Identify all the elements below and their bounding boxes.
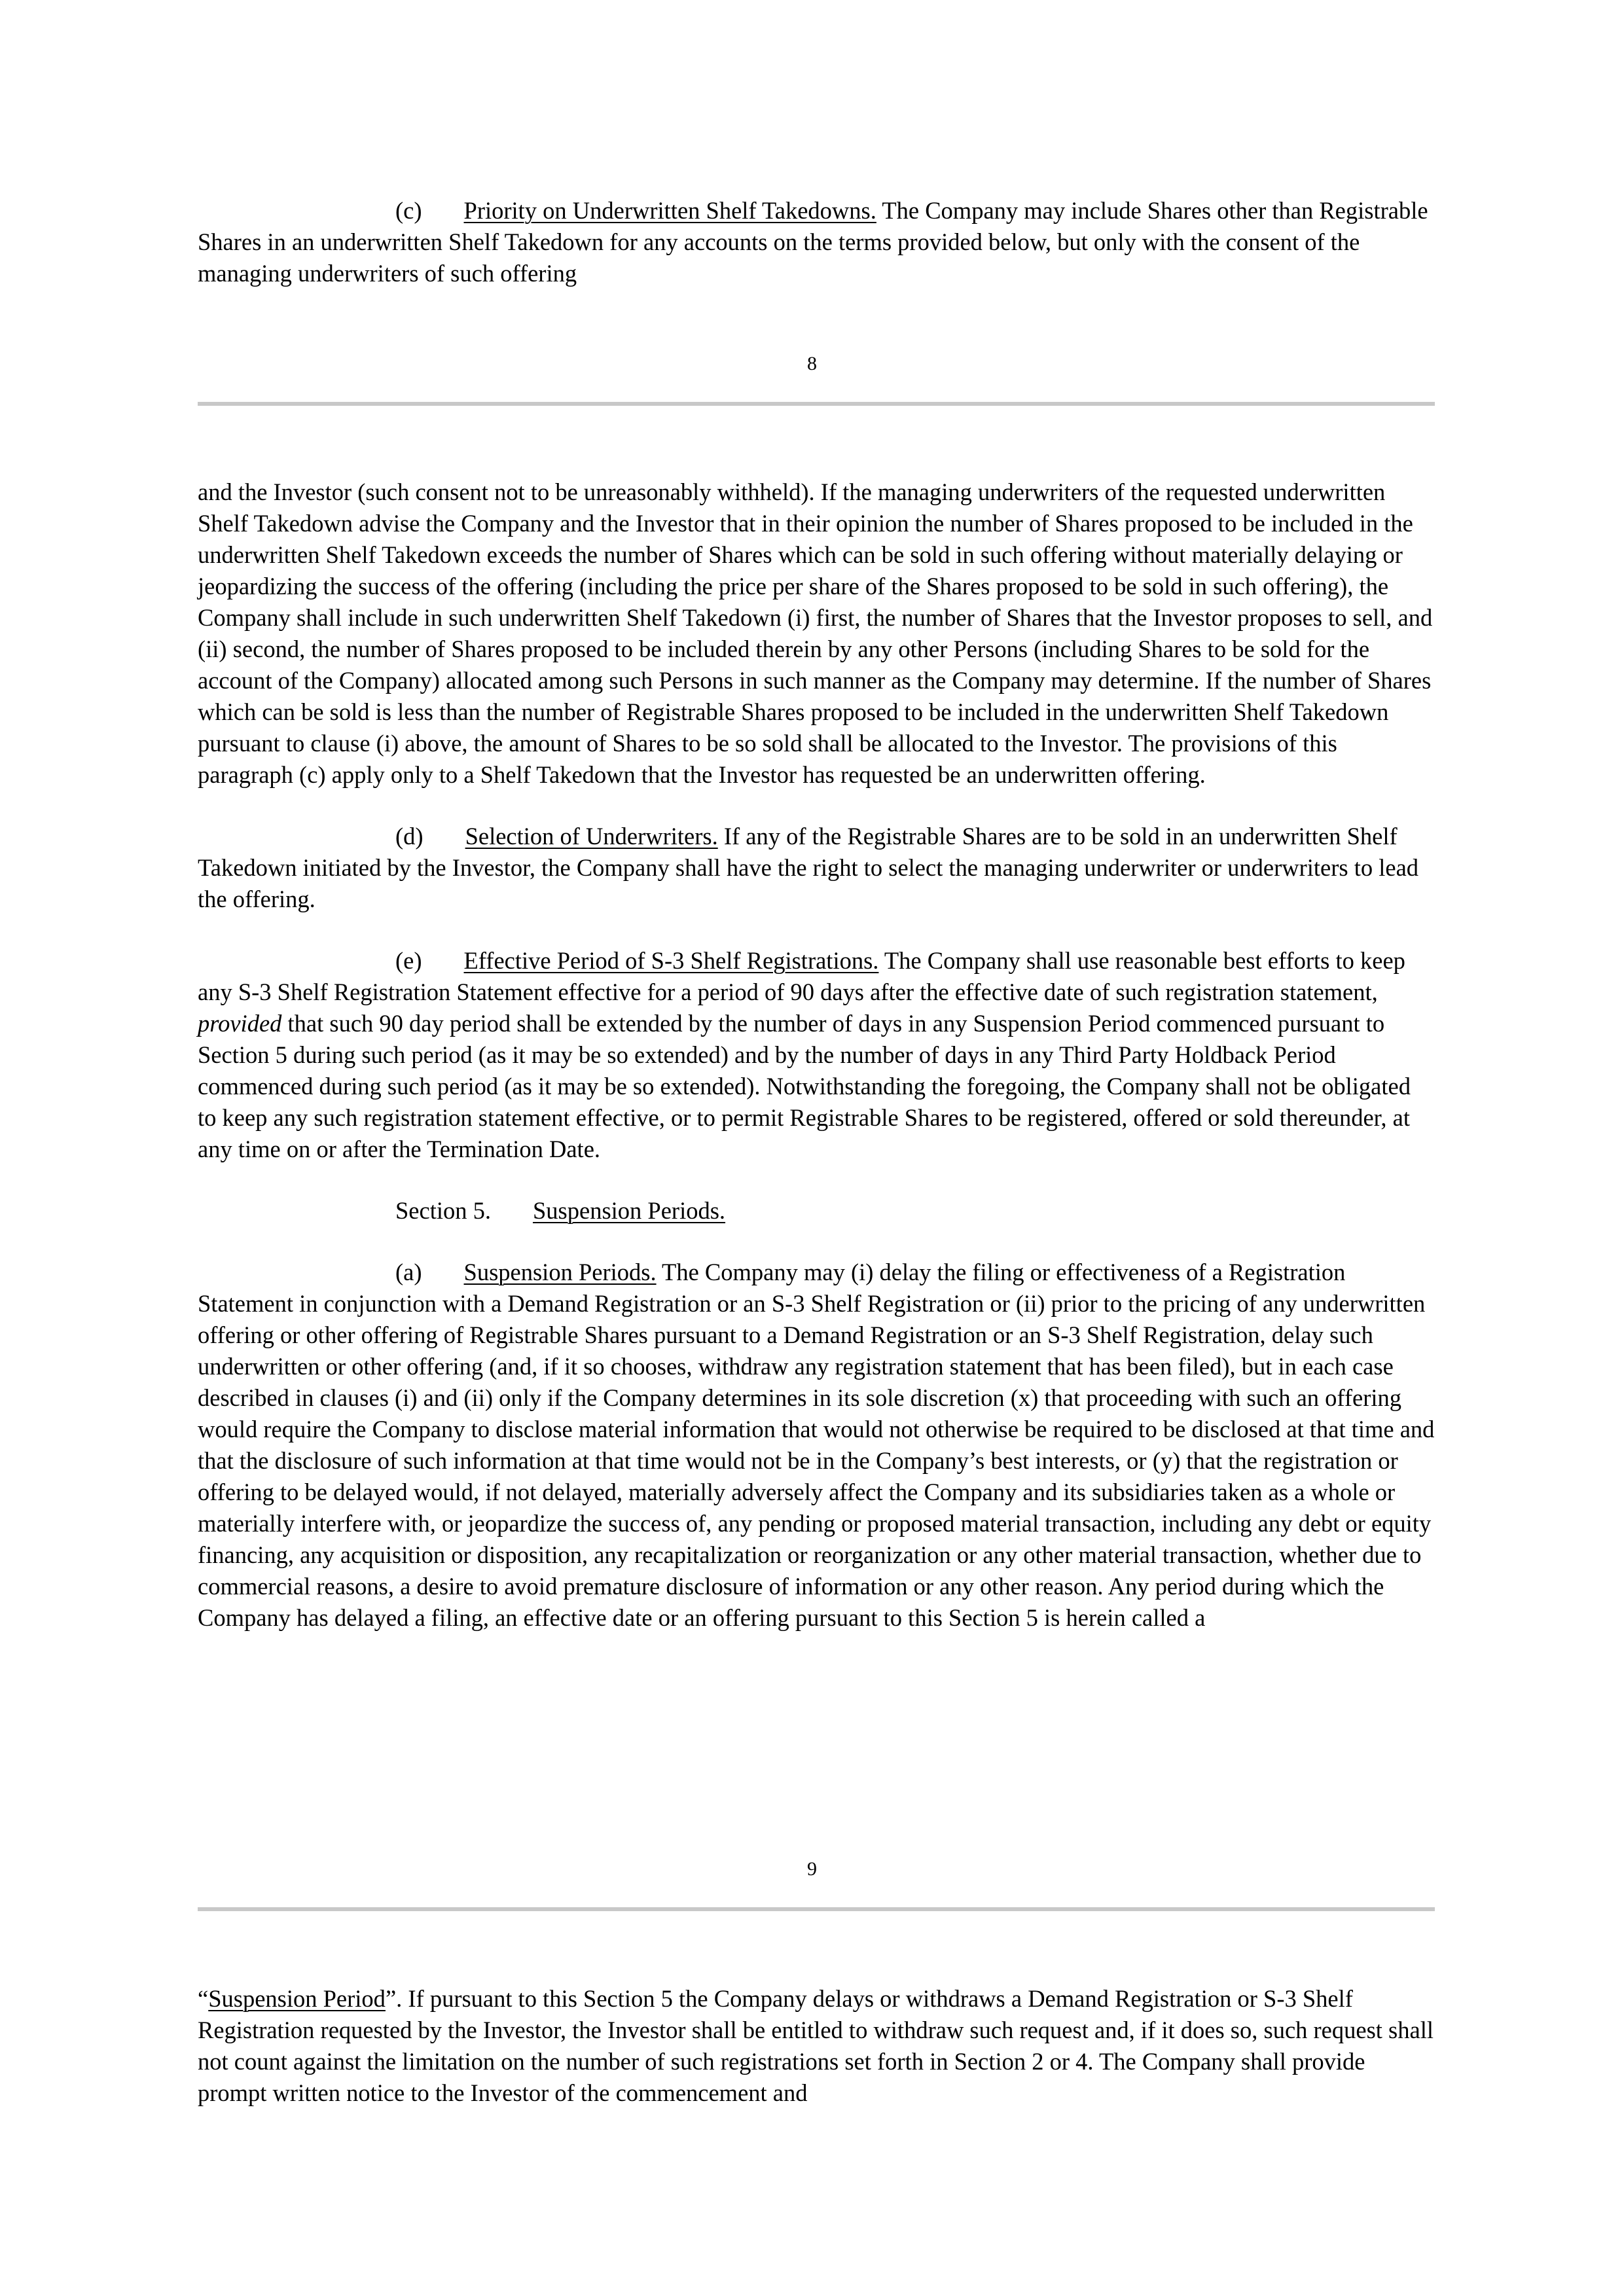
page-break-rule-2: [198, 1907, 1435, 1911]
section-5-title: Suspension Periods.: [532, 1197, 726, 1224]
paragraph-e-heading: Effective Period of S-3 Shelf Registrations.: [463, 947, 879, 974]
open-quote: “: [198, 1985, 209, 2012]
page-10-body: [198, 1983, 1435, 2109]
paragraph-d-label: (d): [395, 823, 424, 850]
page-8-body: [198, 195, 1435, 289]
section-5-heading: [198, 1195, 1435, 1227]
paragraph-5a-heading: Suspension Periods.: [463, 1259, 657, 1285]
page-break-rule: [198, 402, 1435, 406]
paragraph-5a: [198, 1257, 1435, 1634]
defined-term-suspension-period: Suspension Period: [208, 1985, 386, 2012]
section-5-label: Section 5.: [395, 1197, 491, 1224]
paragraph-c: [198, 195, 1435, 289]
paragraph-e-label: (e): [395, 947, 422, 974]
paragraph-d-heading: Selection of Underwriters.: [465, 823, 718, 850]
page-number-8: 8: [807, 353, 817, 374]
paragraph-e-text-after: that such 90 day period shall be extended by the number of days in any Suspension Period commenced pursuant to Section 5 during such period (as it may be so extended) and by the number of days in any Third Party Holdback Period commenced during such period (as it may be so extended). Notwithstanding the foregoing, the Company shall not be obligated to keep any such registration statement effective, or to permit Registrable Shares to be registered, offered or sold thereunder, at any time on or after the Termination Date.: [198, 1010, 1411, 1162]
paragraph-e-italic-term: provided: [198, 1010, 282, 1037]
paragraph-d: [198, 821, 1435, 915]
close-quote: ”: [385, 1985, 397, 2012]
paragraph-c-label: (c): [395, 197, 422, 224]
suspension-period-text: . If pursuant to this Section 5 the Company delays or withdraws a Demand Registration or S-3 Shelf Registration requested by the Investor, the Investor shall be entitled to withdraw such request and, if it does so, such request shall not count against the limitation on the number of such registrations set forth in Section 2 or 4. The Company shall provide prompt written notice to the Investor of the commencement and: [198, 1985, 1434, 2106]
paragraph-c-continuation: and the Investor (such consent not to be unreasonably withheld). If the managing underwriters of the requested underwritten Shelf Takedown advise the Company and the Investor that in their opinion the number of Shares proposed to be included in the underwritten Shelf Takedown exceeds the number of Shares which can be sold in such offering without materially delaying or jeopardizing the success of the offering (including the price per share of the Shares proposed to be sold in such offering), the Company shall include in such underwritten Shelf Takedown (i) first, the number of Shares that the Investor proposes to sell, and (ii) second, the number of Shares proposed to be included therein by any other Persons (including Shares to be sold for the account of the Company) allocated among such Persons in such manner as the Company may determine. If the number of Shares which can be sold is less than the number of Registrable Shares proposed to be included in the underwritten Shelf Takedown pursuant to clause (i) above, the amount of Shares to be so sold shall be allocated to the Investor. The provisions of this paragraph (c) apply only to a Shelf Takedown that the Investor has requested be an underwritten offering.: [198, 478, 1433, 788]
paragraph-c-heading: Priority on Underwritten Shelf Takedowns.: [463, 197, 876, 224]
page-9-body: [198, 476, 1435, 1634]
paragraph-5a-label: (a): [395, 1259, 422, 1285]
page-number-9: 9: [807, 1858, 817, 1880]
paragraph-c-text: The Company may include Shares other than Registrable Shares in an underwritten Shelf Takedown for any accounts on the terms provided below, but only with the consent of the managing underwriters of such offering: [198, 197, 1428, 287]
paragraph-e-text-before: The Company shall use reasonable best efforts to keep any S-3 Shelf Registration Statement effective for a period of 90 days after the effective date of such registration statement,: [198, 947, 1405, 1005]
suspension-period-continuation: [198, 1983, 1435, 2109]
paragraph-5a-text: The Company may (i) delay the filing or effectiveness of a Registration Statement in conjunction with a Demand Registration or an S-3 Shelf Registration or (ii) prior to the pricing of any underwritten offering or other offering of Registrable Shares pursuant to a Demand Registration or an S-3 Shelf Registration, delay such underwritten or other offering (and, if it so chooses, withdraw any registration statement that has been filed), but in each case described in clauses (i) and (ii) only if the Company determines in its sole discretion (x) that proceeding with such an offering would require the Company to disclose material information that would not otherwise be required to be disclosed at that time and that the disclosure of such information at that time would not be in the Company’s best interests, or (y) that the registration or offering to be delayed would, if not delayed, materially adversely affect the Company and its subsidiaries taken as a whole or materially interfere with, or jeopardize the success of, any pending or proposed material transaction, including any debt or equity financing, any acquisition or disposition, any recapitalization or reorganization or any other material transaction, whether due to commercial reasons, a desire to avoid premature disclosure of information or any other reason. Any period during which the Company has delayed a filing, an effective date or an offering pursuant to this Section 5 is herein called a: [198, 1259, 1435, 1631]
paragraph-e: [198, 945, 1435, 1165]
paragraph-d-text: If any of the Registrable Shares are to be sold in an underwritten Shelf Takedown initiated by the Investor, the Company shall have the right to select the managing underwriter or underwriters to lead the offering.: [198, 823, 1419, 912]
